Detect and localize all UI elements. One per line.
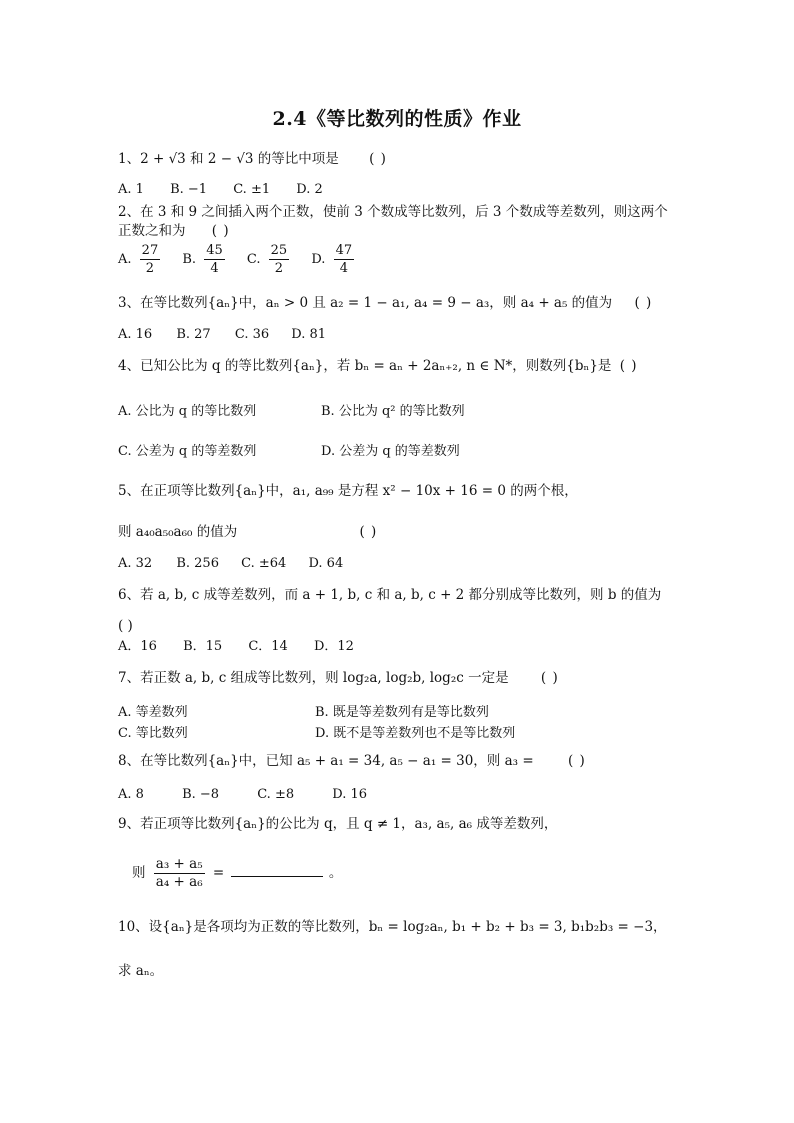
question-2-line-2: [118, 222, 230, 240]
option-a: A. 8: [118, 787, 144, 802]
question-6-options: [118, 638, 354, 656]
question-4-stem: 4、已知公比为 q 的等比数列{aₙ}，若 bₙ = aₙ + 2aₙ₊₂, n ∈ N*，则数列{bₙ}是: [118, 358, 612, 374]
option-d: D. 64: [308, 556, 344, 571]
answer-paren: ( ): [369, 151, 387, 167]
option-c: C. ±64: [241, 556, 287, 571]
answer-blank[interactable]: [231, 876, 323, 877]
option-c: C．14: [248, 639, 288, 654]
question-3-stem: 3、在等比数列{aₙ}中，aₙ > 0 且 a₂ = 1 − a₁, a₄ = 9 − a₃，则 a₄ + a₅ 的值为: [118, 295, 613, 311]
answer-paren: ( ): [634, 295, 653, 311]
option-b: B. −1: [170, 182, 208, 197]
option-d: D. 16: [332, 787, 368, 802]
question-7-stem: 7、若正数 a, b, c 组成等比数列，则 log₂a, log₂b, log₂c 一定是: [118, 670, 509, 686]
question-1: [118, 150, 387, 168]
option-a: A. 公比为 q 的等比数列: [118, 404, 257, 419]
option-d: D. 2: [296, 182, 323, 197]
option-d: D．12: [313, 639, 354, 654]
question-3-options: [118, 326, 326, 344]
option-b: B．15: [183, 639, 223, 654]
question-9-stem: 9、若正项等比数列{aₙ}的公比为 q，且 q ≠ 1，a₃, a₅, a₆ 成等差数列，: [118, 816, 558, 832]
question-4: [118, 357, 638, 375]
option-b: B. $\frac{45}{4}$: [182, 243, 223, 276]
option-b: B. 27: [176, 327, 211, 342]
sentence-end: 。: [328, 865, 343, 881]
option-d: D. $\frac{47}{4}$: [311, 243, 353, 276]
question-9-prefix: 则: [132, 865, 146, 881]
option-c: C. ±1: [233, 182, 271, 197]
option-b: B. −8: [182, 787, 220, 802]
question-2-options: [118, 242, 358, 277]
question-1-stem: 1、2 + √3 和 2 − √3 的等比中项是: [118, 151, 339, 167]
option-a: A. 1: [118, 182, 144, 197]
question-5-line-1: 5、在正项等比数列{aₙ}中，a₁, a₉₉ 是方程 x² − 10x + 16 = 0 的两个根，: [118, 483, 578, 499]
question-8-options: [118, 786, 367, 804]
fraction: $\frac{\text{a₃ + a₅}}{\text{a₄ + a₆}}$: [155, 856, 203, 890]
option-b: B. 公比为 q² 的等比数列: [321, 404, 465, 419]
option-d: D. 既不是等差数列也不是等比数列: [315, 726, 516, 741]
answer-paren: ( ): [567, 753, 586, 769]
fraction: $\frac{27}{2}$: [141, 243, 159, 276]
option-c: C. 36: [234, 327, 270, 342]
question-10-stem: 10、设{aₙ}是各项均为正数的等比数列，bₙ = log₂aₙ, b₁ + b₂ + b₃ = 3, b₁b₂b₃ = −3，: [118, 919, 667, 935]
question-1-options: [118, 181, 323, 199]
question-3: [118, 294, 652, 312]
answer-paren: ( ): [540, 670, 559, 686]
fraction: $\frac{25}{2}$: [270, 243, 288, 276]
question-6-stem: 6、若 a, b, c 成等差数列，而 a + 1, b, c 和 a, b, c + 2 都分别成等比数列，则 b 的值为: [118, 587, 662, 603]
option-a: A. 16: [118, 327, 153, 342]
question-5-options: [118, 555, 343, 573]
question-10-ask: 求 aₙ。: [118, 963, 164, 979]
question-8: [118, 752, 586, 770]
option-c: C. $\frac{25}{2}$: [246, 243, 288, 276]
answer-paren: ( ): [211, 223, 230, 239]
option-b: B. 256: [176, 556, 219, 571]
page-title: 2.4《等比数列的性质》作业: [272, 108, 522, 130]
answer-paren: ( ): [359, 524, 378, 540]
question-9-expression: [132, 856, 342, 891]
question-2-stem-end: 正数之和为: [118, 223, 186, 239]
option-a: A．16: [118, 639, 157, 654]
question-8-stem: 8、在等比数列{aₙ}中，已知 a₅ + a₁ = 34, a₅ − a₁ = 30，则 a₃ =: [118, 753, 534, 769]
option-c: C. 等比数列: [118, 726, 188, 741]
option-b: B. 既是等差数列有是等比数列: [315, 705, 489, 720]
option-a: A. $\frac{27}{2}$: [118, 243, 159, 276]
option-d: D. 81: [291, 327, 327, 342]
question-5-stem-end: 则 a₄₀a₅₀a₆₀ 的值为: [118, 524, 238, 540]
option-c: C. ±8: [257, 787, 295, 802]
option-c: C. 公差为 q 的等差数列: [118, 444, 257, 459]
answer-paren: ( ): [118, 618, 133, 634]
option-a: A. 等差数列: [118, 705, 188, 720]
question-2-line-1: 2、在 3 和 9 之间插入两个正数，使前 3 个数成等比数列，后 3 个数成等差数列，则这两个: [118, 204, 668, 220]
question-5-line-2: [118, 523, 377, 541]
fraction: $\frac{47}{4}$: [335, 243, 353, 276]
option-a: A. 32: [118, 556, 153, 571]
answer-paren: ( ): [619, 358, 638, 374]
equals-sign: =: [212, 865, 225, 881]
option-d: D. 公差为 q 的等差数列: [321, 444, 460, 459]
question-7: [118, 669, 559, 687]
fraction: $\frac{45}{4}$: [206, 243, 223, 276]
